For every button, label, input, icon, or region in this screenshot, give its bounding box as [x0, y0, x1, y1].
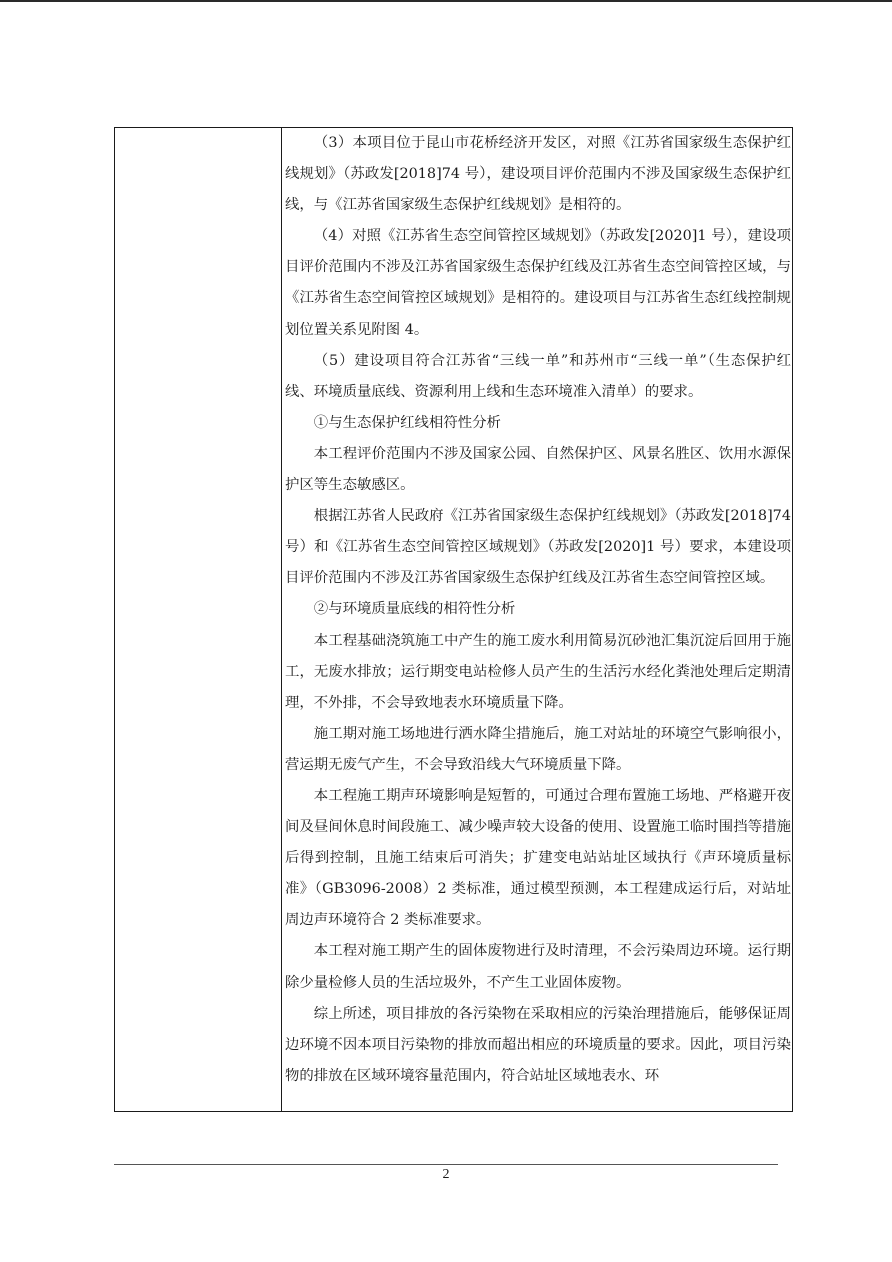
- top-border-line: [0, 0, 892, 2]
- table-label-cell: [115, 128, 282, 1111]
- paragraph-air: 施工期对施工场地进行洒水降尘措施后，施工对站址的环境空气影响很小，营运期无废气产生，不会导致沿线大气环境质量下降。: [285, 725, 791, 773]
- table-content-cell: [285, 128, 791, 1092]
- paragraph-sensitive-areas: 本工程评价范围内不涉及国家公园、自然保护区、风景名胜区、饮用水源保护区等生态敏感区。: [285, 445, 791, 494]
- paragraph-summary: 综上所述，项目排放的各污染物在采取相应的污染治理措施后，能够保证周边环境不因本项目污染物的排放而超出相应的环境质量的要求。因此，项目污染物的排放在区域环境容量范围内，符合站址区域地表水、环: [285, 1005, 791, 1084]
- paragraph-4: （4）对照《江苏省生态空间管控区域规划》（苏政发[2020]1 号），建设项目评价范围内不涉及江苏省国家级生态保护红线及江苏省生态空间管控区域，与《江苏省生态空间管控区域规划》是相符的。建设项目与江苏省生态红线控制规划位置关系见附图 4。: [285, 228, 791, 338]
- paragraph-5: （5）建设项目符合江苏省“三线一单”和苏州市“三线一单”（生态保护红线、环境质量底线、资源利用上线和生态环境准入清单）的要求。: [285, 352, 791, 400]
- heading-environmental-quality: ②与环境质量底线的相符性分析: [313, 601, 516, 618]
- content-table: [114, 127, 793, 1112]
- page-number: 2: [442, 1167, 450, 1182]
- paragraph-wastewater: 本工程基础浇筑施工中产生的施工废水利用简易沉砂池汇集沉淀后回用于施工，无废水排放；运行期变电站检修人员产生的生活污水经化粪池处理后定期清理，不外排，不会导致地表水环境质量下降。: [285, 632, 791, 711]
- footer-line: [114, 1164, 778, 1165]
- heading-ecological-redline: ①与生态保护红线相符性分析: [313, 414, 501, 431]
- paragraph-planning-compliance: 根据江苏省人民政府《江苏省国家级生态保护红线规划》（苏政发[2018]74 号）和《江苏省生态空间管控区域规划》（苏政发[2020]1 号）要求，本建设项目评价范围内不涉及江苏省国家级生态保护红线及江苏省生态空间管控区域。: [285, 508, 791, 587]
- paragraph-3: （3）本项目位于昆山市花桥经济开发区，对照《江苏省国家级生态保护红线规划》（苏政发[2018]74 号），建设项目评价范围内不涉及国家级生态保护红线，与《江苏省国家级生态保护红线规划》是相符的。: [285, 135, 791, 214]
- paragraph-solid-waste: 本工程对施工期产生的固体废物进行及时清理，不会污染周边环境。运行期除少量检修人员的生活垃圾外，不产生工业固体废物。: [285, 943, 791, 991]
- paragraph-noise: 本工程施工期声环境影响是短暂的，可通过合理布置施工场地、严格避开夜间及昼间休息时间段施工、减少噪声较大设备的使用、设置施工临时围挡等措施后得到控制，且施工结束后可消失；扩建变电站站址区域执行《声环境质量标准》（GB3096-2008）2 类标准，通过模型预测，本工程建成运行后，对站址周边声环境符合 2 类标准要求。: [285, 787, 791, 929]
